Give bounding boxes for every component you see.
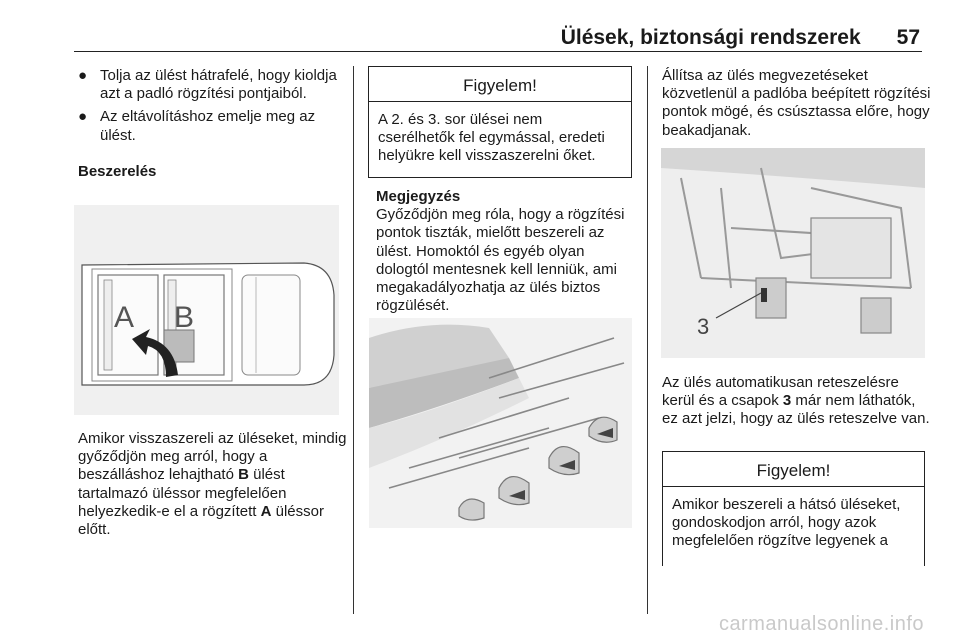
note-heading: Megjegyzés bbox=[376, 188, 461, 205]
chapter-title: Ülések, biztonsági rendszerek bbox=[560, 26, 861, 49]
column-1 bbox=[78, 67, 346, 181]
bullet-icon: ● bbox=[78, 108, 88, 126]
pin-label: 3 bbox=[697, 314, 710, 339]
seat-rail-photo bbox=[369, 318, 632, 528]
column-divider-1 bbox=[353, 66, 354, 614]
seat-rail-illustration bbox=[369, 318, 632, 528]
locking-pin-illustration bbox=[661, 148, 925, 358]
bullet-text: Az eltávolításhoz emelje meg az ülést. bbox=[100, 108, 316, 144]
install-paragraph: Amikor visszaszereli az üléseket, mindig győződjön meg arról, hogy a beszálláshoz lehajtható B ülést tartalmazó üléssor megfelelően helyezkedik-e el a rögzített A üléssor előtt. bbox=[78, 430, 347, 539]
section-heading: Beszerelés bbox=[78, 162, 157, 180]
label-a: A bbox=[260, 502, 272, 520]
warning-box bbox=[368, 66, 632, 178]
note-body: Győződjön meg róla, hogy a rögzítési pontok tiszták, mielőtt beszereli az ülést. Homoktól és egyéb olyan dologtól mentesnek kell lenniük, ami megakadályozhatja az ülés biztos rögzülését. bbox=[376, 206, 625, 315]
warning-title: Figyelem! bbox=[369, 67, 631, 102]
page-number: 57 bbox=[896, 26, 920, 49]
column-divider-2 bbox=[647, 66, 648, 614]
warning-body: Amikor beszereli a hátsó üléseket, gondoskodjon arról, hogy azok megfelelően rögzítve legyenek a bbox=[672, 496, 901, 550]
locking-pin-photo bbox=[661, 148, 925, 358]
intro-paragraph: Állítsa az ülés megvezetéseket közvetlenül a padlóba beépített rögzítési pontok mögé, és csúsztassa előre, hogy beakadjanak. bbox=[662, 67, 931, 139]
label-3: 3 bbox=[782, 392, 792, 410]
note-block bbox=[376, 188, 638, 315]
label-b: B bbox=[238, 466, 249, 484]
watermark: carmanualsonline.info bbox=[718, 613, 924, 635]
seat-a-label: A bbox=[114, 301, 135, 334]
page-header bbox=[561, 26, 920, 50]
warning-box-2 bbox=[662, 451, 925, 566]
warning-body: A 2. és 3. sor ülései nem cserélhetők fel egymással, eredeti helyükre kell visszaszerelni őket. bbox=[378, 111, 605, 165]
header-divider bbox=[74, 51, 922, 52]
bullet-item bbox=[78, 67, 346, 103]
bullet-icon: ● bbox=[78, 67, 88, 84]
bullet-text: Tolja az ülést hátrafelé, hogy kioldja azt a padló rögzítési pontjaiból. bbox=[100, 67, 337, 103]
locking-paragraph: Az ülés automatikusan reteszelésre kerül és a csapok 3 már nem láthatók, ez azt jelzi, hogy az ülés reteszelve van. bbox=[662, 374, 930, 428]
seat-b-label: B bbox=[174, 301, 195, 334]
van-topview-illustration bbox=[74, 205, 339, 415]
warning-title: Figyelem! bbox=[663, 452, 924, 487]
bullet-item bbox=[78, 108, 346, 144]
seat-layout-figure bbox=[74, 205, 339, 415]
